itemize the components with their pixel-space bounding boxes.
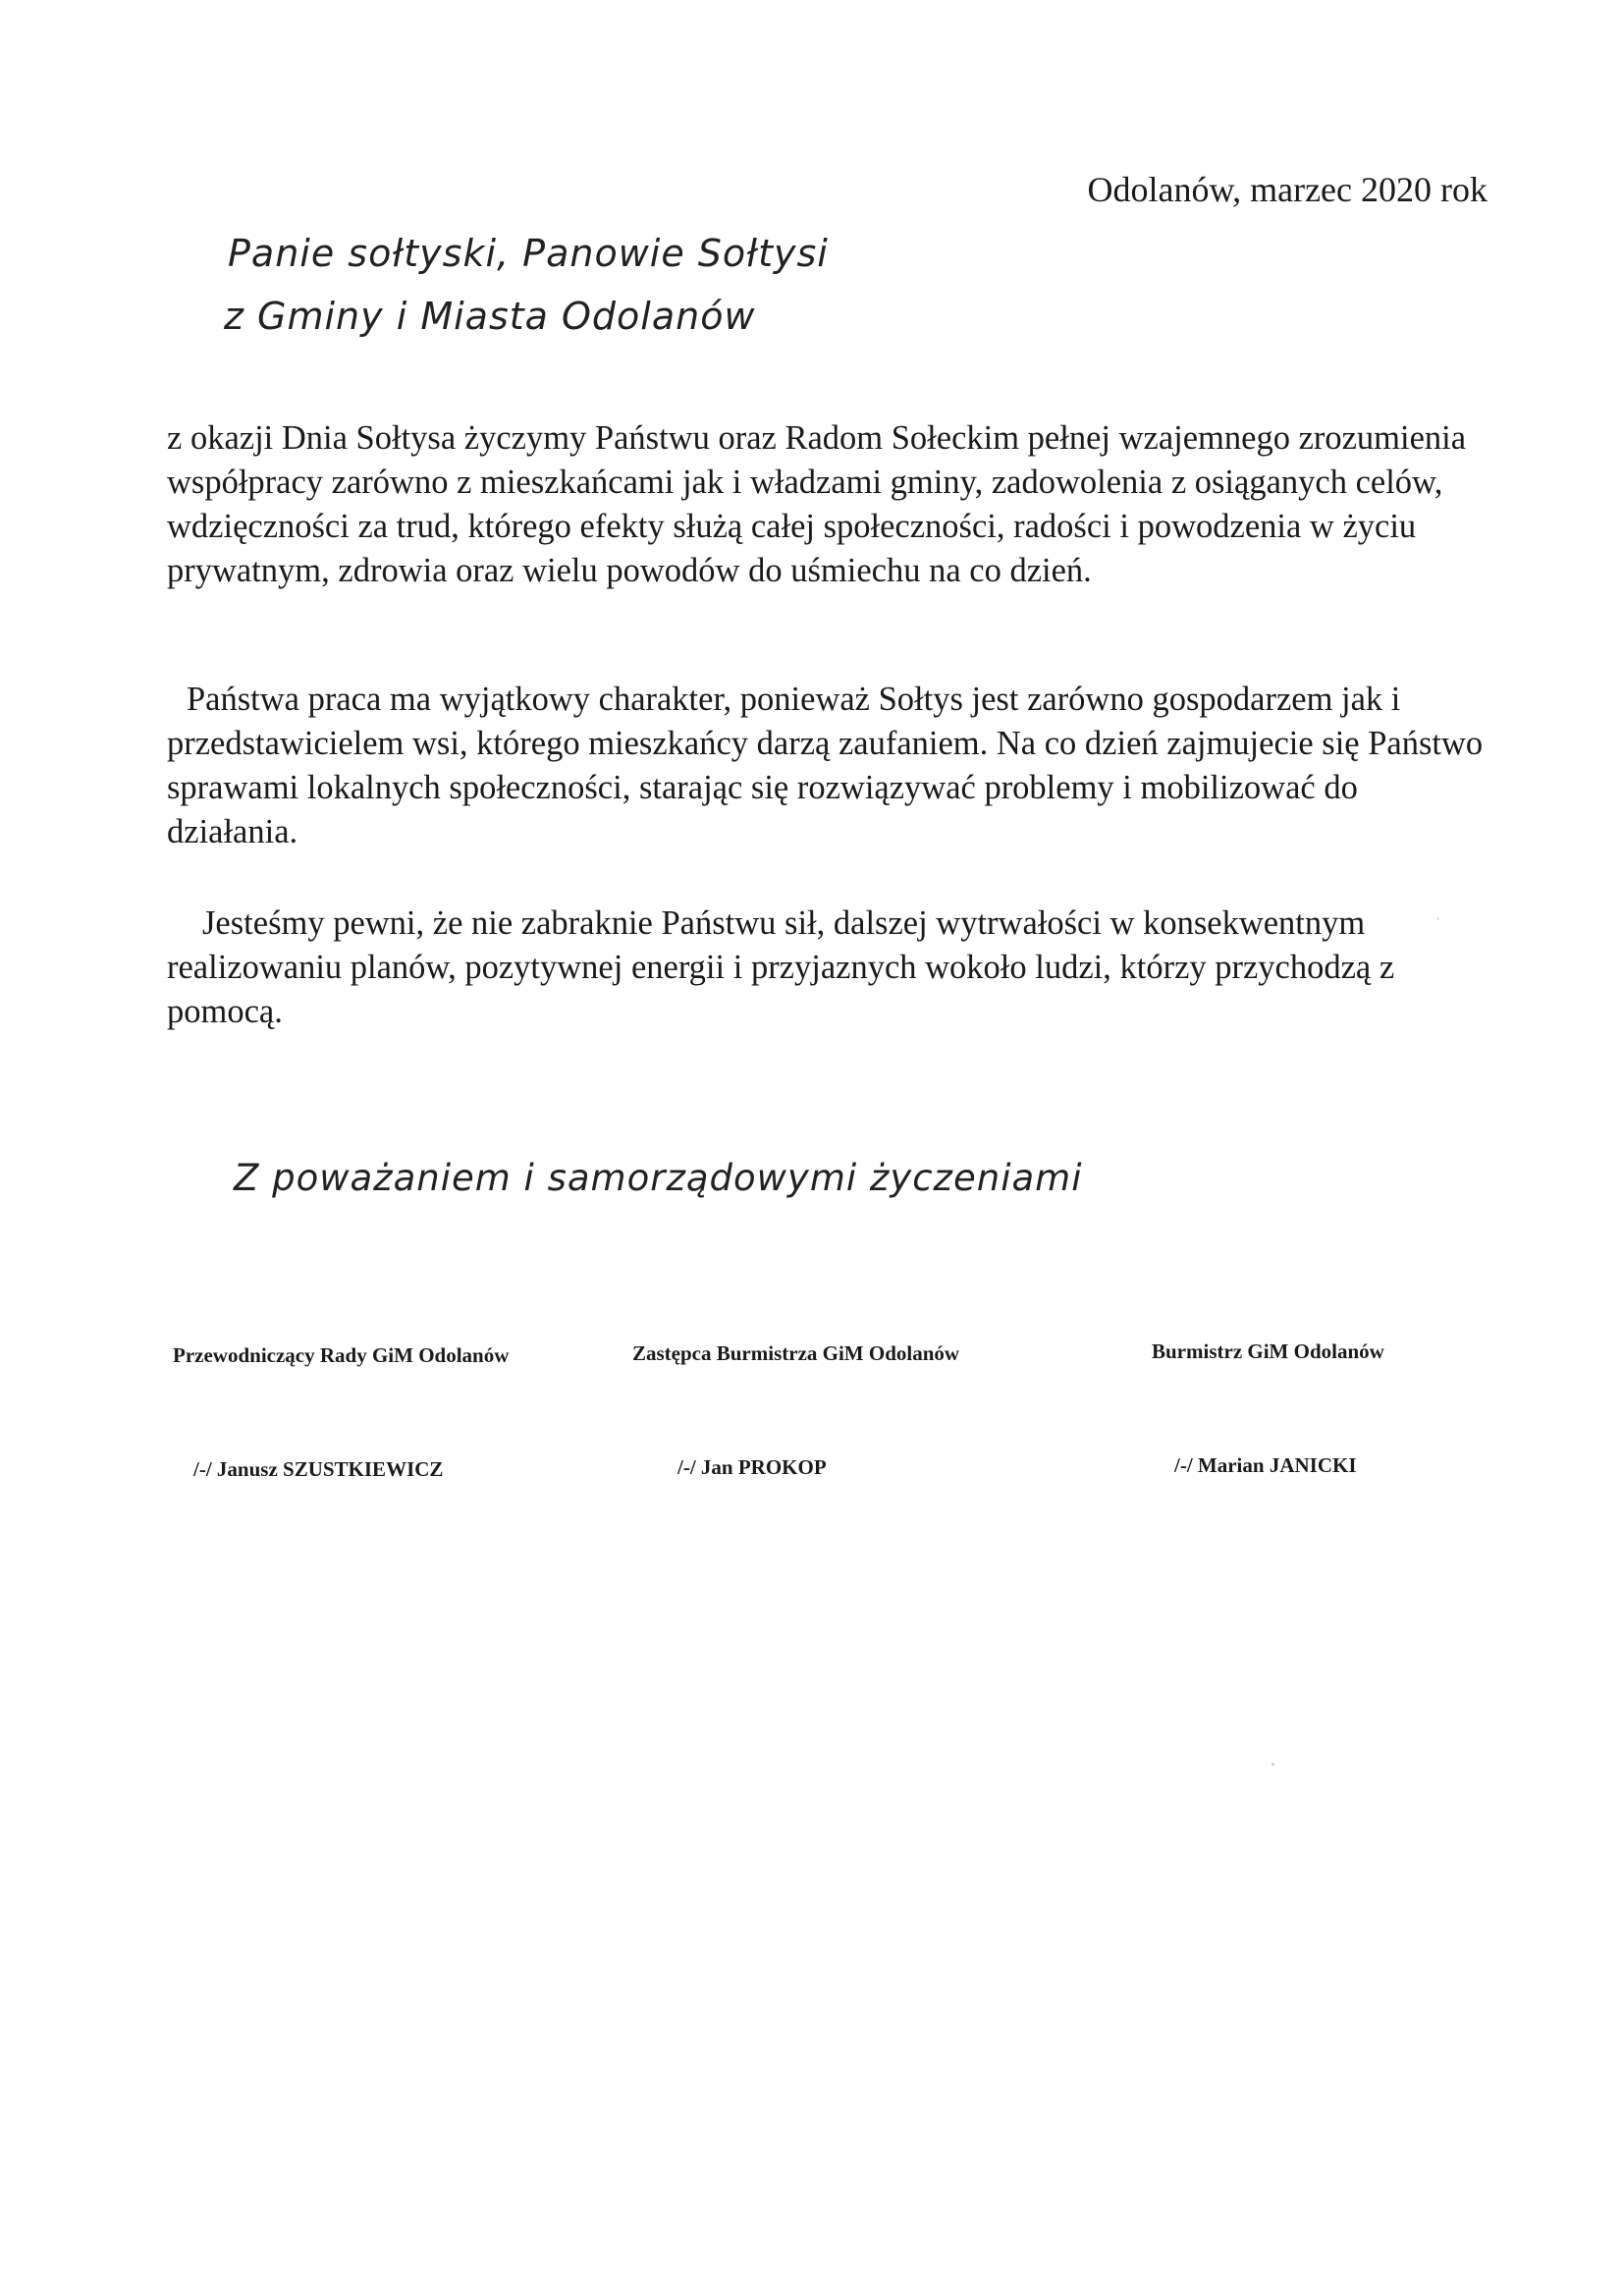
signatory-title-chairman: Przewodniczący Rady GiM Odolanów	[173, 1343, 510, 1367]
paragraph-confidence: Jesteśmy pewni, że nie zabraknie Państwu sił, dalszej wytrwałości w konsekwentnym realizowaniu planów, pozytywnej energii i przyjaznych wokoło ludzi, którzy przychodzą z pomocą.	[167, 904, 1395, 1030]
signatory-title-mayor: Burmistrz GiM Odolanów	[1152, 1339, 1384, 1363]
closing-line: Z poważaniem i samorządowymi życzeniami	[234, 1157, 1083, 1199]
scan-speck	[1271, 1763, 1274, 1766]
signatory-name-chairman: /-/ Janusz SZUSTKIEWICZ	[193, 1457, 444, 1481]
signatory-name-mayor: /-/ Marian JANICKI	[1174, 1453, 1357, 1477]
salutation-line-2: z Gminy i Miasta Odolanów	[224, 295, 756, 338]
scan-speck	[1436, 917, 1439, 920]
date-line: Odolanów, marzec 2020 rok	[1087, 170, 1488, 209]
signatory-title-deputy-mayor: Zastępca Burmistrza GiM Odolanów	[632, 1341, 960, 1365]
signatory-name-deputy-mayor: /-/ Jan PROKOP	[677, 1455, 827, 1479]
paragraph-wishes: z okazji Dnia Sołtysa życzymy Państwu oraz Radom Sołeckim pełnej wzajemnego zrozumienia współpracy zarówno z mieszkańcami jak i władzami gminy, zadowolenia z osiąganych celów, wdzięczności za trud, którego efekty służą całej społeczności, radości i powodzenia w życiu prywatnym, zdrowia oraz wielu powodów do uśmiechu na co dzień.	[167, 419, 1467, 589]
paragraph-role: Państwa praca ma wyjątkowy charakter, ponieważ Sołtys jest zarówno gospodarzem jak i przedstawicielem wsi, którego mieszkańcy darzą zaufaniem. Na co dzień zajmujecie się Państwo sprawami lokalnych społeczności, starając się rozwiązywać problemy i mobilizować do działania.	[167, 681, 1484, 850]
salutation-line-1: Panie sołtyski, Panowie Sołtysi	[228, 232, 829, 275]
